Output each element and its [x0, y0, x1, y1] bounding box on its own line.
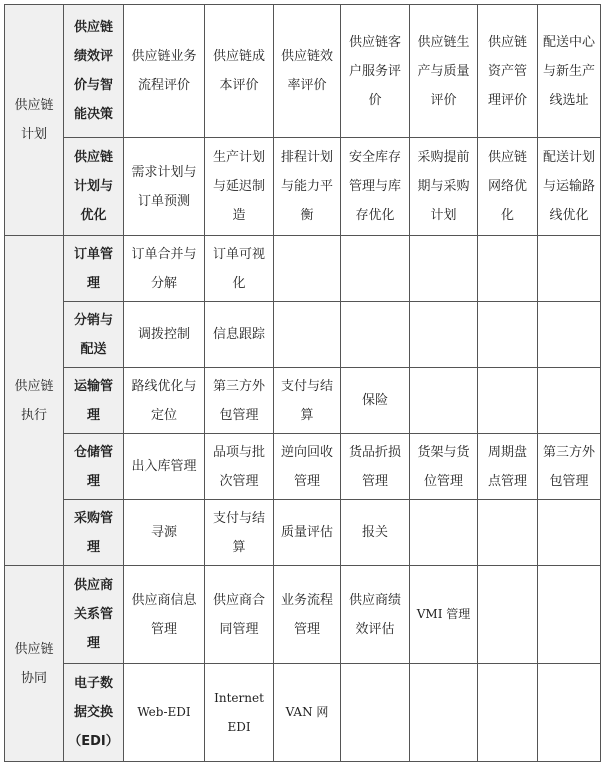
empty-cell	[538, 302, 601, 368]
item-cell: 周期盘点管理	[478, 434, 538, 500]
item-cell: 路线优化与定位	[124, 368, 205, 434]
item-cell: 出入库管理	[124, 434, 205, 500]
item-cell: 调拨控制	[124, 302, 205, 368]
empty-cell	[538, 664, 601, 762]
item-cell: 供应链生产与质量评价	[410, 5, 478, 138]
empty-cell	[410, 236, 478, 302]
table-row	[5, 566, 601, 664]
empty-cell	[478, 368, 538, 434]
empty-cell	[410, 302, 478, 368]
item-cell: 供应链资产管理评价	[478, 5, 538, 138]
item-cell: 排程计划与能力平衡	[274, 138, 341, 236]
subcategory-cell: 运输管理	[64, 368, 124, 434]
item-cell: 品项与批次管理	[205, 434, 274, 500]
empty-cell	[410, 664, 478, 762]
item-cell: 逆向回收管理	[274, 434, 341, 500]
item-cell: 供应商合同管理	[205, 566, 274, 664]
empty-cell	[478, 664, 538, 762]
item-cell: Web-EDI	[124, 664, 205, 762]
item-cell: Internet EDI	[205, 664, 274, 762]
supply-chain-table	[4, 4, 601, 762]
item-cell: 供应链业务流程评价	[124, 5, 205, 138]
empty-cell	[341, 664, 410, 762]
subcategory-cell: 分销与配送	[64, 302, 124, 368]
item-cell: VAN 网	[274, 664, 341, 762]
subcategory-cell: 电子数据交换（EDI）	[64, 664, 124, 762]
empty-cell	[410, 500, 478, 566]
subcategory-cell: 采购管理	[64, 500, 124, 566]
item-cell: 供应链成本评价	[205, 5, 274, 138]
item-cell: 订单可视化	[205, 236, 274, 302]
table-row	[5, 5, 601, 138]
item-cell: 业务流程管理	[274, 566, 341, 664]
subcategory-cell: 供应商关系管理	[64, 566, 124, 664]
empty-cell	[538, 566, 601, 664]
table-row	[5, 664, 601, 762]
empty-cell	[478, 500, 538, 566]
item-cell: 报关	[341, 500, 410, 566]
item-cell: 配送计划与运输路线优化	[538, 138, 601, 236]
item-cell: 支付与结算	[205, 500, 274, 566]
table-row	[5, 368, 601, 434]
table-row	[5, 500, 601, 566]
empty-cell	[538, 236, 601, 302]
item-cell: 生产计划与延迟制造	[205, 138, 274, 236]
category-cell: 供应链协同	[5, 566, 64, 762]
subcategory-cell: 供应链绩效评价与智能决策	[64, 5, 124, 138]
empty-cell	[410, 368, 478, 434]
item-cell: 需求计划与订单预测	[124, 138, 205, 236]
empty-cell	[538, 500, 601, 566]
item-cell: VMI 管理	[410, 566, 478, 664]
empty-cell	[341, 236, 410, 302]
item-cell: 供应链客户服务评价	[341, 5, 410, 138]
empty-cell	[341, 302, 410, 368]
subcategory-cell: 订单管理	[64, 236, 124, 302]
category-cell: 供应链计划	[5, 5, 64, 236]
item-cell: 保险	[341, 368, 410, 434]
subcategory-cell: 供应链计划与优化	[64, 138, 124, 236]
item-cell: 订单合并与分解	[124, 236, 205, 302]
empty-cell	[538, 368, 601, 434]
empty-cell	[478, 566, 538, 664]
table-body	[5, 5, 601, 762]
item-cell: 货品折损管理	[341, 434, 410, 500]
empty-cell	[478, 236, 538, 302]
item-cell: 信息跟踪	[205, 302, 274, 368]
item-cell: 供应链效率评价	[274, 5, 341, 138]
table-row	[5, 236, 601, 302]
empty-cell	[274, 302, 341, 368]
item-cell: 供应链网络优化	[478, 138, 538, 236]
item-cell: 支付与结算	[274, 368, 341, 434]
table-row	[5, 302, 601, 368]
item-cell: 第三方外包管理	[205, 368, 274, 434]
item-cell: 第三方外包管理	[538, 434, 601, 500]
item-cell: 安全库存管理与库存优化	[341, 138, 410, 236]
empty-cell	[274, 236, 341, 302]
item-cell: 货架与货位管理	[410, 434, 478, 500]
category-cell: 供应链执行	[5, 236, 64, 566]
item-cell: 采购提前期与采购计划	[410, 138, 478, 236]
empty-cell	[478, 302, 538, 368]
item-cell: 供应商绩效评估	[341, 566, 410, 664]
subcategory-cell: 仓储管理	[64, 434, 124, 500]
table-row	[5, 434, 601, 500]
table-row	[5, 138, 601, 236]
item-cell: 配送中心与新生产线选址	[538, 5, 601, 138]
item-cell: 供应商信息管理	[124, 566, 205, 664]
item-cell: 质量评估	[274, 500, 341, 566]
item-cell: 寻源	[124, 500, 205, 566]
